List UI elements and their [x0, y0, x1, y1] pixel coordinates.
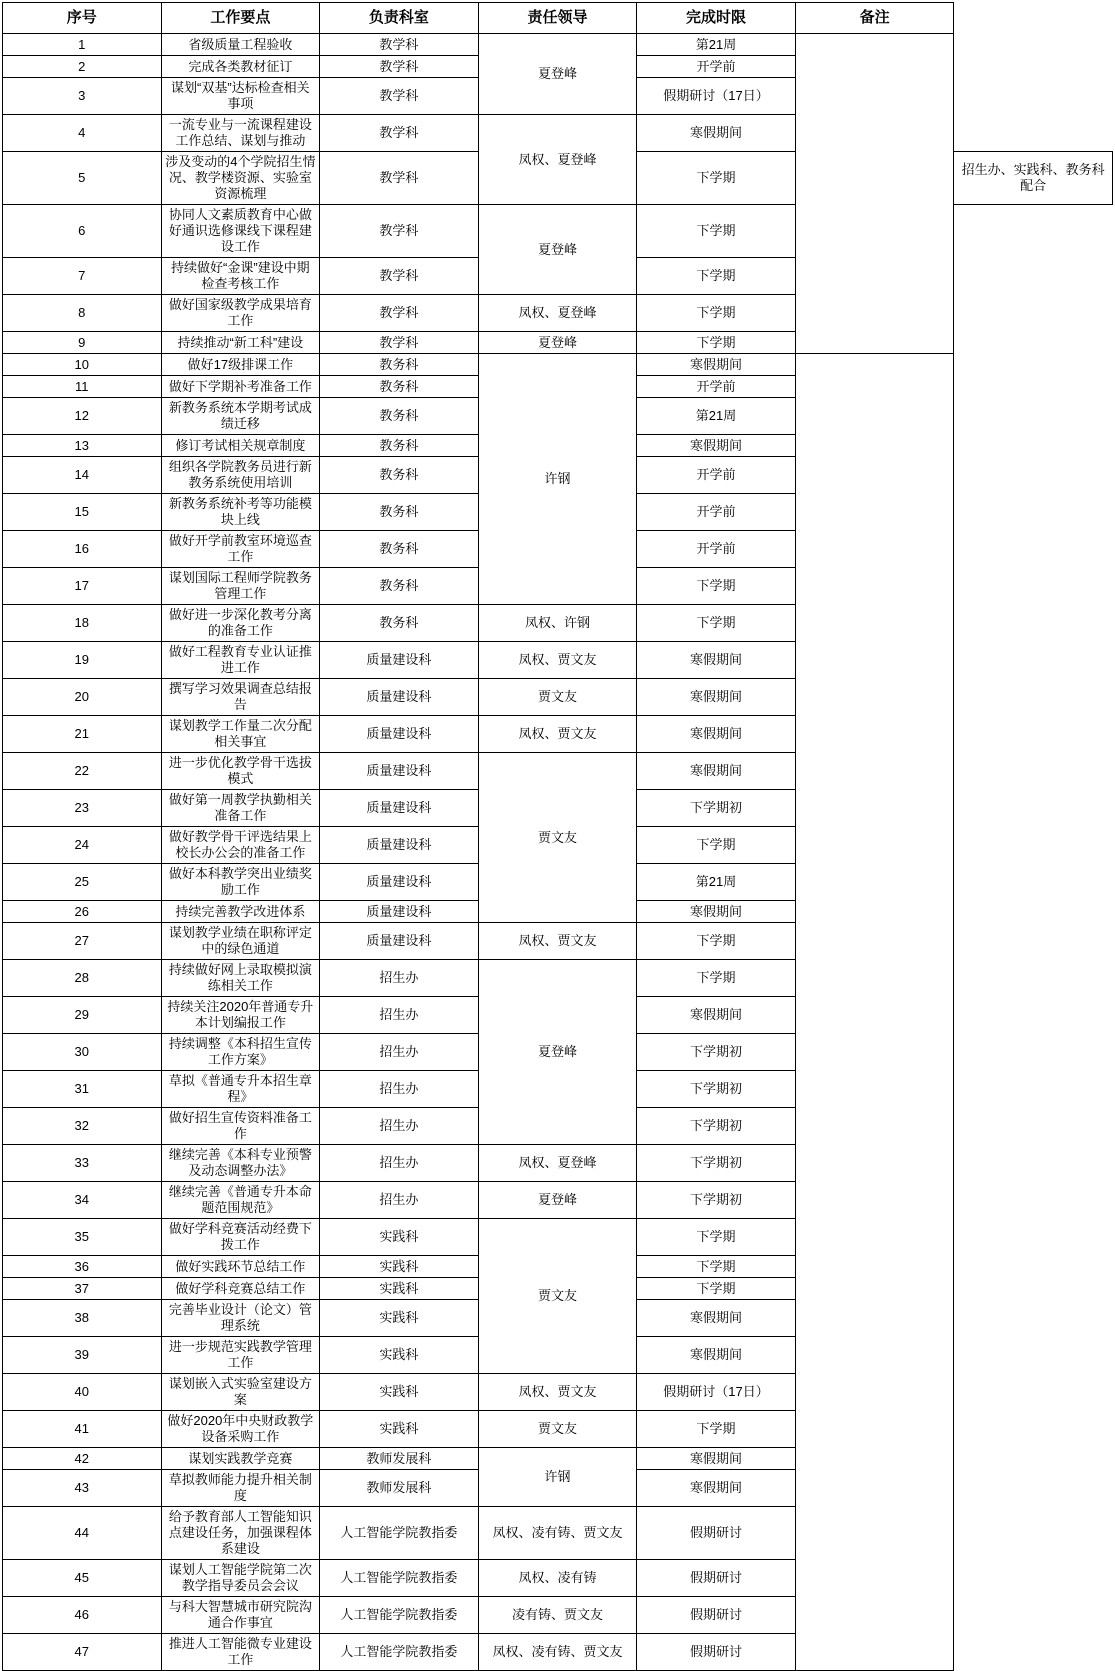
row-task: 做好开学前教室环境巡查工作 — [161, 531, 320, 568]
row-leader: 凤权、夏登峰 — [478, 115, 637, 205]
row-task: 新教务系统本学期考试成绩迁移 — [161, 398, 320, 435]
row-index: 20 — [3, 679, 162, 716]
row-deadline: 下学期初 — [637, 1145, 796, 1182]
row-leader: 夏登峰 — [478, 205, 637, 295]
row-deadline: 下学期 — [637, 827, 796, 864]
row-deadline: 寒假期间 — [637, 354, 796, 376]
row-department: 实践科 — [320, 1300, 479, 1337]
row-index: 28 — [3, 960, 162, 997]
row-department: 实践科 — [320, 1256, 479, 1278]
column-header-task: 工作要点 — [161, 3, 320, 34]
row-deadline: 寒假期间 — [637, 901, 796, 923]
row-deadline: 下学期 — [637, 295, 796, 332]
row-deadline: 下学期 — [637, 960, 796, 997]
row-leader: 夏登峰 — [478, 34, 637, 115]
row-index: 47 — [3, 1634, 162, 1671]
row-task: 做好进一步深化教考分离的准备工作 — [161, 605, 320, 642]
row-leader: 凤权、夏登峰 — [478, 1145, 637, 1182]
row-leader: 贾文友 — [478, 1219, 637, 1374]
row-index: 6 — [3, 205, 162, 258]
row-index: 34 — [3, 1182, 162, 1219]
row-index: 3 — [3, 78, 162, 115]
row-task: 做好国家级教学成果培育工作 — [161, 295, 320, 332]
row-department: 招生办 — [320, 1108, 479, 1145]
row-department: 教师发展科 — [320, 1448, 479, 1470]
row-deadline: 寒假期间 — [637, 997, 796, 1034]
row-index: 23 — [3, 790, 162, 827]
row-index: 1 — [3, 34, 162, 56]
row-deadline: 下学期 — [637, 1411, 796, 1448]
row-task: 继续完善《本科专业预警及动态调整办法》 — [161, 1145, 320, 1182]
row-task: 谋划人工智能学院第二次教学指导委员会会议 — [161, 1560, 320, 1597]
row-deadline: 寒假期间 — [637, 716, 796, 753]
row-index: 38 — [3, 1300, 162, 1337]
row-department: 人工智能学院教指委 — [320, 1634, 479, 1671]
row-deadline: 下学期初 — [637, 1071, 796, 1108]
row-deadline: 开学前 — [637, 494, 796, 531]
row-department: 实践科 — [320, 1278, 479, 1300]
row-index: 40 — [3, 1374, 162, 1411]
row-department: 教务科 — [320, 398, 479, 435]
row-index: 13 — [3, 435, 162, 457]
row-task: 持续推动“新工科”建设 — [161, 332, 320, 354]
column-header-note: 备注 — [795, 3, 954, 34]
work-plan-table — [2, 2, 1113, 1671]
row-note: 招生办、实践科、教务科配合 — [954, 152, 1113, 205]
row-index: 41 — [3, 1411, 162, 1448]
row-index: 27 — [3, 923, 162, 960]
row-deadline: 寒假期间 — [637, 1337, 796, 1374]
row-task: 推进人工智能微专业建设工作 — [161, 1634, 320, 1671]
row-department: 教学科 — [320, 205, 479, 258]
row-department: 质量建设科 — [320, 716, 479, 753]
row-task: 完成各类教材征订 — [161, 56, 320, 78]
row-task: 草拟教师能力提升相关制度 — [161, 1470, 320, 1507]
row-deadline: 假期研讨 — [637, 1597, 796, 1634]
row-deadline: 假期研讨（17日） — [637, 78, 796, 115]
row-deadline: 假期研讨 — [637, 1634, 796, 1671]
row-department: 实践科 — [320, 1411, 479, 1448]
table-header — [3, 3, 1113, 34]
row-department: 质量建设科 — [320, 679, 479, 716]
row-department: 教务科 — [320, 605, 479, 642]
row-deadline: 下学期 — [637, 205, 796, 258]
row-deadline: 寒假期间 — [637, 115, 796, 152]
row-task: 持续完善教学改进体系 — [161, 901, 320, 923]
row-task: 做好下学期补考准备工作 — [161, 376, 320, 398]
row-task: 进一步优化教学骨干选拔模式 — [161, 753, 320, 790]
row-department: 教务科 — [320, 531, 479, 568]
row-deadline: 寒假期间 — [637, 1448, 796, 1470]
row-index: 45 — [3, 1560, 162, 1597]
row-index: 32 — [3, 1108, 162, 1145]
row-task: 进一步规范实践教学管理工作 — [161, 1337, 320, 1374]
row-leader: 凌有铸、贾文友 — [478, 1597, 637, 1634]
row-task: 继续完善《普通专升本命题范围规范》 — [161, 1182, 320, 1219]
row-department: 招生办 — [320, 1182, 479, 1219]
row-department: 人工智能学院教指委 — [320, 1560, 479, 1597]
row-department: 教学科 — [320, 34, 479, 56]
row-deadline: 寒假期间 — [637, 435, 796, 457]
row-department: 教学科 — [320, 78, 479, 115]
column-header-deadline: 完成时限 — [637, 3, 796, 34]
row-index: 14 — [3, 457, 162, 494]
table-row — [3, 354, 1113, 376]
row-department: 招生办 — [320, 997, 479, 1034]
row-index: 10 — [3, 354, 162, 376]
row-task: 涉及变动的4个学院招生情况、教学楼资源、实验室资源梳理 — [161, 152, 320, 205]
row-department: 人工智能学院教指委 — [320, 1507, 479, 1560]
row-task: 给予教育部人工智能知识点建设任务，加强课程体系建设 — [161, 1507, 320, 1560]
row-leader: 夏登峰 — [478, 332, 637, 354]
row-department: 教务科 — [320, 376, 479, 398]
row-task: 做好第一周教学执勤相关准备工作 — [161, 790, 320, 827]
row-department: 实践科 — [320, 1219, 479, 1256]
row-note — [795, 354, 954, 1671]
row-index: 21 — [3, 716, 162, 753]
row-index: 29 — [3, 997, 162, 1034]
row-leader: 许钢 — [478, 354, 637, 605]
row-task: 持续做好网上录取模拟演练相关工作 — [161, 960, 320, 997]
row-task: 做好学科竞赛活动经费下拨工作 — [161, 1219, 320, 1256]
table-body — [3, 34, 1113, 1671]
row-department: 招生办 — [320, 1071, 479, 1108]
row-department: 质量建设科 — [320, 753, 479, 790]
row-note — [795, 34, 954, 354]
row-task: 新教务系统补考等功能模块上线 — [161, 494, 320, 531]
row-deadline: 下学期 — [637, 1278, 796, 1300]
row-deadline: 下学期初 — [637, 1034, 796, 1071]
row-task: 谋划“双基”达标检查相关事项 — [161, 78, 320, 115]
row-task: 做好招生宣传资料准备工作 — [161, 1108, 320, 1145]
row-index: 18 — [3, 605, 162, 642]
row-deadline: 开学前 — [637, 376, 796, 398]
row-task: 做好2020年中央财政教学设备采购工作 — [161, 1411, 320, 1448]
row-task: 完善毕业设计（论文）管理系统 — [161, 1300, 320, 1337]
row-index: 36 — [3, 1256, 162, 1278]
row-leader: 凤权、凌有铸 — [478, 1560, 637, 1597]
row-leader: 贾文友 — [478, 1411, 637, 1448]
row-index: 35 — [3, 1219, 162, 1256]
row-department: 教务科 — [320, 435, 479, 457]
row-task: 一流专业与一流课程建设工作总结、谋划与推动 — [161, 115, 320, 152]
row-deadline: 假期研讨 — [637, 1507, 796, 1560]
row-deadline: 下学期 — [637, 1219, 796, 1256]
table-row — [3, 34, 1113, 56]
row-index: 16 — [3, 531, 162, 568]
row-department: 质量建设科 — [320, 901, 479, 923]
row-task: 撰写学习效果调查总结报告 — [161, 679, 320, 716]
row-department: 教学科 — [320, 115, 479, 152]
row-task: 做好实践环节总结工作 — [161, 1256, 320, 1278]
row-department: 质量建设科 — [320, 864, 479, 901]
row-task: 草拟《普通专升本招生章程》 — [161, 1071, 320, 1108]
row-index: 44 — [3, 1507, 162, 1560]
row-index: 19 — [3, 642, 162, 679]
row-department: 实践科 — [320, 1374, 479, 1411]
row-department: 招生办 — [320, 1034, 479, 1071]
row-department: 教学科 — [320, 152, 479, 205]
row-deadline: 寒假期间 — [637, 679, 796, 716]
row-task: 持续调整《本科招生宣传工作方案》 — [161, 1034, 320, 1071]
row-leader: 夏登峰 — [478, 960, 637, 1145]
row-task: 与科大智慧城市研究院沟通合作事宜 — [161, 1597, 320, 1634]
row-index: 37 — [3, 1278, 162, 1300]
row-task: 做好教学骨干评选结果上校长办公会的准备工作 — [161, 827, 320, 864]
row-department: 质量建设科 — [320, 827, 479, 864]
row-leader: 许钢 — [478, 1448, 637, 1507]
row-leader: 贾文友 — [478, 753, 637, 923]
row-deadline: 下学期初 — [637, 790, 796, 827]
column-header-leader: 责任领导 — [478, 3, 637, 34]
row-index: 31 — [3, 1071, 162, 1108]
row-deadline: 下学期 — [637, 568, 796, 605]
row-index: 17 — [3, 568, 162, 605]
row-index: 8 — [3, 295, 162, 332]
row-department: 教务科 — [320, 457, 479, 494]
row-index: 4 — [3, 115, 162, 152]
row-deadline: 开学前 — [637, 56, 796, 78]
row-task: 做好本科教学突出业绩奖励工作 — [161, 864, 320, 901]
row-leader: 凤权、贾文友 — [478, 642, 637, 679]
row-deadline: 下学期初 — [637, 1108, 796, 1145]
row-deadline: 寒假期间 — [637, 753, 796, 790]
row-deadline: 下学期 — [637, 1256, 796, 1278]
row-deadline: 下学期 — [637, 258, 796, 295]
row-leader: 凤权、凌有铸、贾文友 — [478, 1634, 637, 1671]
row-department: 人工智能学院教指委 — [320, 1597, 479, 1634]
row-index: 5 — [3, 152, 162, 205]
row-index: 15 — [3, 494, 162, 531]
row-deadline: 下学期 — [637, 923, 796, 960]
row-deadline: 开学前 — [637, 531, 796, 568]
row-department: 教务科 — [320, 568, 479, 605]
row-index: 12 — [3, 398, 162, 435]
column-header-index: 序号 — [3, 3, 162, 34]
row-index: 9 — [3, 332, 162, 354]
row-deadline: 第21周 — [637, 34, 796, 56]
row-department: 教学科 — [320, 56, 479, 78]
row-department: 招生办 — [320, 1145, 479, 1182]
row-deadline: 下学期 — [637, 605, 796, 642]
row-leader: 凤权、贾文友 — [478, 716, 637, 753]
row-leader: 凤权、贾文友 — [478, 923, 637, 960]
row-department: 质量建设科 — [320, 923, 479, 960]
row-index: 30 — [3, 1034, 162, 1071]
row-task: 组织各学院教务员进行新教务系统使用培训 — [161, 457, 320, 494]
row-task: 做好工程教育专业认证推进工作 — [161, 642, 320, 679]
row-deadline: 寒假期间 — [637, 1300, 796, 1337]
row-index: 7 — [3, 258, 162, 295]
row-index: 22 — [3, 753, 162, 790]
row-department: 教学科 — [320, 295, 479, 332]
row-deadline: 寒假期间 — [637, 1470, 796, 1507]
row-task: 持续关注2020年普通专升本计划编报工作 — [161, 997, 320, 1034]
header-row — [3, 3, 1113, 34]
row-index: 25 — [3, 864, 162, 901]
row-deadline: 假期研讨 — [637, 1560, 796, 1597]
row-leader: 凤权、凌有铸、贾文友 — [478, 1507, 637, 1560]
row-task: 谋划嵌入式实验室建设方案 — [161, 1374, 320, 1411]
row-department: 教学科 — [320, 332, 479, 354]
row-task: 谋划教学工作量二次分配相关事宜 — [161, 716, 320, 753]
row-task: 谋划教学业绩在职称评定中的绿色通道 — [161, 923, 320, 960]
row-deadline: 寒假期间 — [637, 642, 796, 679]
row-department: 招生办 — [320, 960, 479, 997]
row-deadline: 第21周 — [637, 398, 796, 435]
row-deadline: 开学前 — [637, 457, 796, 494]
row-task: 做好学科竞赛总结工作 — [161, 1278, 320, 1300]
row-leader: 凤权、许钢 — [478, 605, 637, 642]
row-leader: 贾文友 — [478, 679, 637, 716]
row-index: 11 — [3, 376, 162, 398]
row-index: 42 — [3, 1448, 162, 1470]
row-task: 省级质量工程验收 — [161, 34, 320, 56]
row-leader: 夏登峰 — [478, 1182, 637, 1219]
row-index: 39 — [3, 1337, 162, 1374]
row-index: 43 — [3, 1470, 162, 1507]
row-department: 实践科 — [320, 1337, 479, 1374]
row-index: 33 — [3, 1145, 162, 1182]
row-task: 修订考试相关规章制度 — [161, 435, 320, 457]
row-leader: 凤权、贾文友 — [478, 1374, 637, 1411]
row-department: 教师发展科 — [320, 1470, 479, 1507]
row-deadline: 下学期 — [637, 332, 796, 354]
row-department: 教务科 — [320, 354, 479, 376]
row-department: 质量建设科 — [320, 642, 479, 679]
row-task: 协同人文素质教育中心做好通识选修课线下课程建设工作 — [161, 205, 320, 258]
row-index: 46 — [3, 1597, 162, 1634]
row-index: 2 — [3, 56, 162, 78]
row-task: 谋划国际工程师学院教务管理工作 — [161, 568, 320, 605]
row-department: 质量建设科 — [320, 790, 479, 827]
row-deadline: 下学期初 — [637, 1182, 796, 1219]
row-task: 谋划实践教学竞赛 — [161, 1448, 320, 1470]
row-index: 26 — [3, 901, 162, 923]
row-index: 24 — [3, 827, 162, 864]
row-deadline: 下学期 — [637, 152, 796, 205]
row-task: 做好17级排课工作 — [161, 354, 320, 376]
row-department: 教学科 — [320, 258, 479, 295]
row-department: 教务科 — [320, 494, 479, 531]
row-leader: 凤权、夏登峰 — [478, 295, 637, 332]
row-deadline: 假期研讨（17日） — [637, 1374, 796, 1411]
row-deadline: 第21周 — [637, 864, 796, 901]
column-header-department: 负责科室 — [320, 3, 479, 34]
row-task: 持续做好“金课”建设中期检查考核工作 — [161, 258, 320, 295]
